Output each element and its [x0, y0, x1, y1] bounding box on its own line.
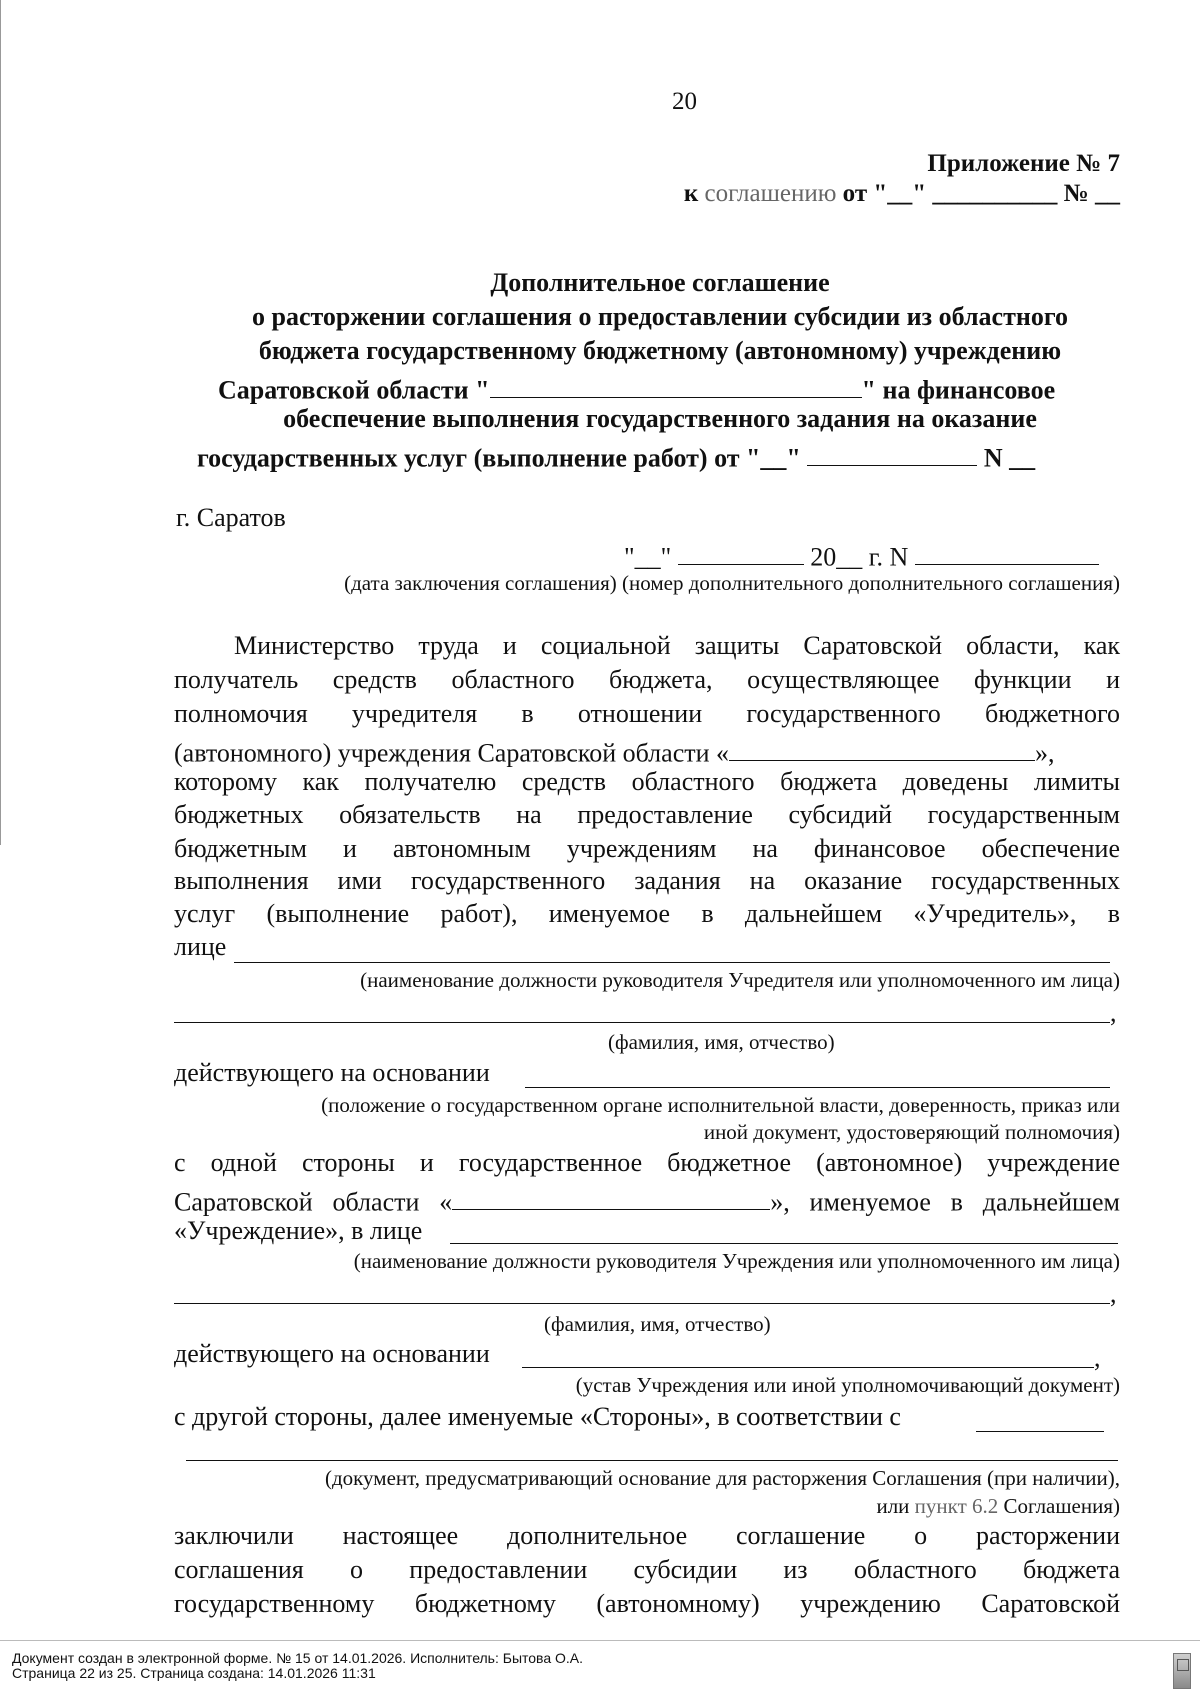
- p1-line-3: полномочия учредителя в отношении государственного бюджетного: [174, 699, 1120, 728]
- comma-3: ,: [1094, 1343, 1101, 1372]
- page-number: 20: [672, 88, 697, 115]
- p2-line-2-start: Саратовской области «: [174, 1187, 453, 1217]
- agreement-number-blank: [915, 537, 1099, 565]
- caption-grounds-or: или: [876, 1494, 910, 1518]
- caption-grounds-line-1: (документ, предусматривающий основание для расторжения Соглашения (при наличии),: [324, 1466, 1120, 1490]
- caption-basis-1-line-2: иной документ, удостоверяющий полномочия): [703, 1120, 1120, 1144]
- institution-fio-blank: [174, 1303, 1110, 1304]
- appendix-title: Приложение № 7: [927, 150, 1120, 177]
- heading-line-4-start: Саратовской области ": [218, 375, 490, 405]
- date-month-blank: [678, 537, 804, 565]
- p2-line-2: [174, 1182, 1120, 1217]
- heading-line-1: Дополнительное соглашение: [490, 268, 830, 297]
- p4-line-3: государственному бюджетному (автономному) учреждению Саратовской: [174, 1589, 1120, 1618]
- heading-line-6-end: N __: [983, 443, 1036, 473]
- comma-1: ,: [1110, 998, 1117, 1027]
- caption-grounds-line-2: [876, 1494, 1120, 1519]
- comma-2: ,: [1110, 1279, 1117, 1308]
- heading-line-5: обеспечение выполнения государственного задания на оказание: [283, 404, 1037, 433]
- appendix-ref-prefix: к: [683, 180, 699, 207]
- caption-fio-2: (фамилия, имя, отчество): [544, 1312, 771, 1336]
- p1-line-4: [174, 733, 1055, 768]
- p3-line-1: с другой стороны, далее именуемые «Стороны», в соответствии с: [174, 1402, 901, 1431]
- p1-line-9: услуг (выполнение работ), именуемое в дальнейшем «Учредитель», в: [174, 899, 1120, 928]
- institution-name-blank: [490, 370, 862, 398]
- p1-line-6: бюджетных обязательств на предоставление субсидий государственным: [174, 800, 1120, 829]
- agreement-link[interactable]: соглашению: [704, 180, 837, 207]
- p1-line-4-start: (автономного) учреждения Саратовской области «: [174, 738, 730, 768]
- p1-line-10: лице: [174, 932, 227, 961]
- caption-fio-1: (фамилия, имя, отчество): [608, 1030, 835, 1054]
- p2-line-3: «Учреждение», в лице: [174, 1216, 423, 1245]
- p4-line-2: соглашения о предоставлении субсидии из областного бюджета: [174, 1555, 1120, 1584]
- p1-line-7: бюджетным и автономным учреждениям на финансовое обеспечение: [174, 834, 1120, 863]
- heading-line-4-end: " на финансовое: [861, 375, 1056, 405]
- founder-basis-blank: [525, 1087, 1110, 1088]
- institution-position-blank: [450, 1243, 1118, 1244]
- caption-grounds-end: Соглашения): [1003, 1494, 1120, 1518]
- caption-founder-position: (наименование должности руководителя Учредителя или уполномоченного им лица): [360, 968, 1120, 992]
- document-stamp-icon: [1173, 1653, 1191, 1689]
- p1-line-4-end: »,: [1035, 738, 1055, 768]
- grounds-blank-2: [186, 1460, 1118, 1461]
- p4-line-1: заключили настоящее дополнительное соглашение о расторжении: [174, 1521, 1120, 1550]
- p2-line-1: с одной стороны и государственное бюджетное (автономное) учреждение: [174, 1148, 1120, 1177]
- city: г. Саратов: [176, 503, 286, 532]
- clause-6-2-link[interactable]: пункт 6.2: [914, 1494, 999, 1518]
- founder-institution-blank: [729, 733, 1035, 761]
- institution-basis-blank: [522, 1367, 1094, 1368]
- p1-line-5: которому как получателю средств областного бюджета доведены лимиты: [174, 767, 1120, 796]
- p2-line-2-end: », именуемое в дальнейшем: [770, 1187, 1120, 1217]
- heading-line-3: бюджета государственному бюджетному (автономному) учреждению: [258, 336, 1062, 365]
- footer-line-1: Документ создан в электронной форме. № 15 от 14.01.2026. Исполнитель: Бытова О.А.: [12, 1650, 584, 1666]
- footer-separator: [0, 1640, 1200, 1641]
- p1-line-8: выполнения ими государственного задания на оказание государственных: [174, 866, 1120, 895]
- acting-basis-2: действующего на основании: [174, 1339, 490, 1368]
- date-caption: (дата заключения соглашения) (номер дополнительного дополнительного соглашения): [344, 571, 1120, 595]
- institution-blank: [452, 1182, 770, 1210]
- p1-line-2: получатель средств областного бюджета, осуществляющее функции и: [174, 665, 1120, 694]
- founder-position-blank: [234, 962, 1110, 963]
- caption-basis-2: (устав Учреждения или иной уполномочивающий документ): [575, 1373, 1120, 1397]
- date-year-number: 20__ г. N: [810, 542, 909, 572]
- caption-institution-position: (наименование должности руководителя Учреждения или уполномоченного им лица): [353, 1249, 1120, 1273]
- date-line: [624, 537, 1099, 572]
- heading-line-6: [197, 438, 1035, 473]
- acting-basis-1: действующего на основании: [174, 1058, 490, 1087]
- agreement-date-blank: [807, 438, 977, 466]
- caption-basis-1-line-1: (положение о государственном органе исполнительной власти, доверенность, приказ или: [321, 1093, 1120, 1117]
- heading-line-6-start: государственных услуг (выполнение работ) от "__": [197, 443, 801, 473]
- footer-line-2: Страница 22 из 25. Страница создана: 14.01.2026 11:31: [12, 1665, 376, 1681]
- date-day-blank: "__": [624, 542, 672, 572]
- grounds-blank-1: [976, 1431, 1104, 1432]
- appendix-ref-suffix: от "__" __________ № __: [842, 180, 1120, 207]
- founder-fio-blank: [174, 1022, 1110, 1023]
- heading-line-2: о расторжении соглашения о предоставлении субсидии из областного: [251, 302, 1068, 331]
- appendix-reference: [684, 180, 1120, 208]
- p1-line-1: Министерство труда и социальной защиты Саратовской области, как: [234, 631, 1120, 660]
- heading-line-4: [218, 370, 1055, 405]
